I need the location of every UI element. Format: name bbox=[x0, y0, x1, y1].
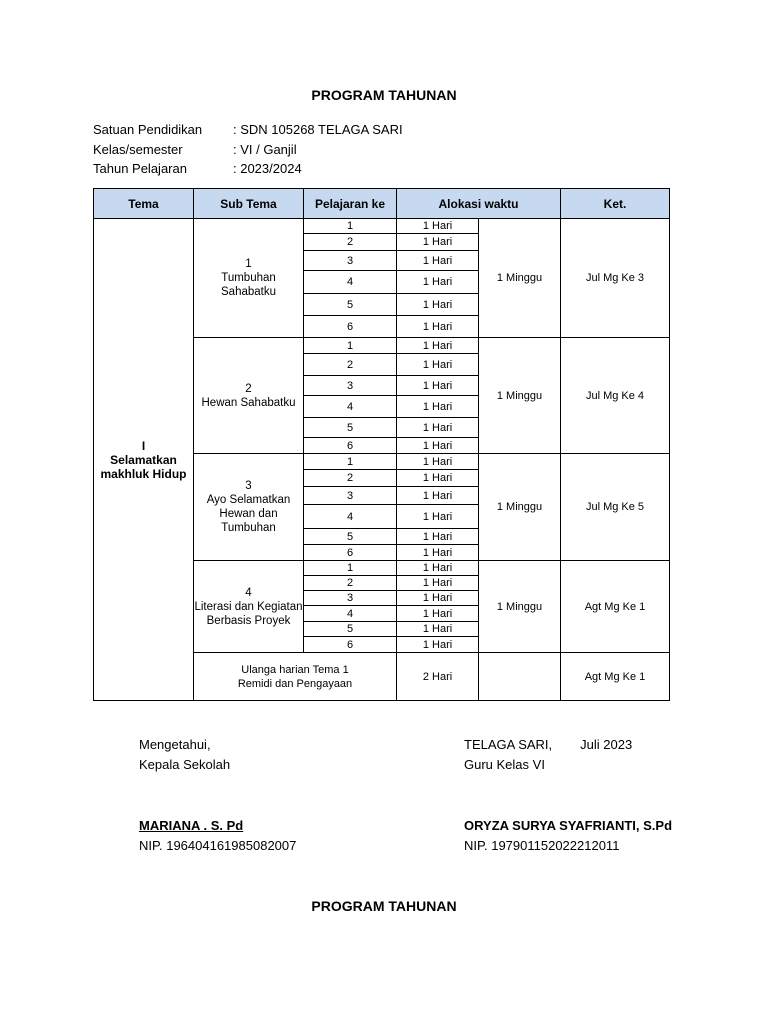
lesson-number: 3 bbox=[304, 251, 397, 271]
lesson-day: 1 Hari bbox=[397, 316, 479, 338]
info-row-satuan bbox=[93, 120, 403, 140]
document-info bbox=[93, 120, 403, 179]
lesson-number: 5 bbox=[304, 529, 397, 545]
lesson-number: 6 bbox=[304, 438, 397, 454]
lesson-day: 1 Hari bbox=[397, 396, 479, 418]
alokasi-cell: 1 Minggu bbox=[479, 338, 561, 454]
lesson-day: 1 Hari bbox=[397, 622, 479, 637]
sig-place-date bbox=[464, 735, 632, 755]
lesson-number: 6 bbox=[304, 316, 397, 338]
ket-cell: Agt Mg Ke 1 bbox=[561, 561, 670, 653]
info-value: : VI / Ganjil bbox=[233, 141, 297, 157]
lesson-number: 5 bbox=[304, 294, 397, 316]
lesson-number: 4 bbox=[304, 271, 397, 294]
ket-cell: Jul Mg Ke 5 bbox=[561, 454, 670, 561]
subtema-name: Hewan Sahabatku bbox=[201, 396, 296, 409]
lesson-day: 1 Hari bbox=[397, 454, 479, 470]
ulangan-alokasi: 2 Hari bbox=[397, 653, 479, 701]
table-header-row bbox=[94, 189, 670, 219]
sig-nip-kepala: NIP. 196404161985082007 bbox=[139, 837, 297, 853]
info-row-tahun bbox=[93, 159, 403, 179]
info-label: Satuan Pendidikan bbox=[93, 122, 203, 137]
lesson-number: 1 bbox=[304, 454, 397, 470]
alokasi-cell: 1 Minggu bbox=[479, 219, 561, 338]
lesson-day: 1 Hari bbox=[397, 338, 479, 354]
sig-date: Juli 2023 bbox=[580, 737, 633, 752]
lesson-day: 1 Hari bbox=[397, 606, 479, 622]
lesson-number: 2 bbox=[304, 354, 397, 376]
subtema-name: Tumbuhan Sahabatku bbox=[221, 272, 276, 298]
page-title-next: PROGRAM TAHUNAN bbox=[311, 898, 457, 914]
sig-place: TELAGA SARI, bbox=[464, 737, 553, 752]
lesson-number: 2 bbox=[304, 234, 397, 251]
lesson-number: 3 bbox=[304, 487, 397, 505]
lesson-number: 6 bbox=[304, 545, 397, 561]
ulangan-ket: Agt Mg Ke 1 bbox=[561, 653, 670, 701]
sig-name-kepala: MARIANA . S. Pd bbox=[139, 818, 244, 833]
lesson-number: 6 bbox=[304, 637, 397, 653]
sig-kepala-sekolah: Kepala Sekolah bbox=[139, 756, 231, 772]
lesson-day: 1 Hari bbox=[397, 438, 479, 454]
sig-name-guru: ORYZA SURYA SYAFRIANTI, S.Pd bbox=[464, 818, 673, 833]
alokasi-cell: 1 Minggu bbox=[479, 561, 561, 653]
header-alokasi-waktu: Alokasi waktu bbox=[397, 189, 561, 219]
ket-cell: Jul Mg Ke 4 bbox=[561, 338, 670, 454]
info-label: Tahun Pelajaran bbox=[93, 161, 187, 176]
lesson-day: 1 Hari bbox=[397, 591, 479, 606]
lesson-day: 1 Hari bbox=[397, 376, 479, 396]
subtema-name: Literasi dan Kegiatan Berbasis Proyek bbox=[194, 600, 303, 627]
subtema-cell bbox=[194, 454, 304, 561]
subtema-number: 4 bbox=[245, 586, 252, 599]
subtema-cell bbox=[194, 219, 304, 338]
header-tema: Tema bbox=[94, 189, 194, 219]
tema-cell bbox=[94, 219, 194, 701]
page-title: PROGRAM TAHUNAN bbox=[311, 87, 457, 103]
sig-nip-guru: NIP. 197901152022212011 bbox=[464, 837, 620, 853]
lesson-number: 5 bbox=[304, 418, 397, 438]
lesson-day: 1 Hari bbox=[397, 487, 479, 505]
signature-right-header bbox=[464, 735, 632, 774]
subtema-number: 3 bbox=[245, 480, 252, 492]
lesson-day: 1 Hari bbox=[397, 219, 479, 234]
header-pelajaran-ke: Pelajaran ke bbox=[304, 189, 397, 219]
lesson-day: 1 Hari bbox=[397, 561, 479, 576]
program-table bbox=[93, 188, 670, 701]
lesson-day: 1 Hari bbox=[397, 576, 479, 591]
lesson-number: 2 bbox=[304, 470, 397, 487]
subtema-number: 1 bbox=[245, 258, 252, 270]
ulangan-line1: Ulanga harian Tema 1 bbox=[241, 663, 349, 676]
lesson-day: 1 Hari bbox=[397, 505, 479, 529]
lesson-number: 3 bbox=[304, 591, 397, 606]
ket-cell: Jul Mg Ke 3 bbox=[561, 219, 670, 338]
signature-left-name bbox=[139, 816, 296, 855]
sig-mengetahui: Mengetahui, bbox=[139, 737, 211, 752]
ulangan-line2: Remidi dan Pengayaan bbox=[237, 677, 353, 690]
lesson-number: 4 bbox=[304, 396, 397, 418]
ulangan-cell bbox=[194, 653, 397, 701]
header-ket: Ket. bbox=[561, 189, 670, 219]
subtema-cell bbox=[194, 338, 304, 454]
lesson-day: 1 Hari bbox=[397, 545, 479, 561]
tema-name: Selamatkan makhluk Hidup bbox=[100, 452, 187, 481]
lesson-number: 1 bbox=[304, 219, 397, 234]
subtema-cell bbox=[194, 561, 304, 653]
info-row-kelas bbox=[93, 140, 403, 160]
lesson-day: 1 Hari bbox=[397, 418, 479, 438]
info-value: : 2023/2024 bbox=[233, 161, 302, 176]
lesson-day: 1 Hari bbox=[397, 251, 479, 271]
lesson-day: 1 Hari bbox=[397, 354, 479, 376]
info-label: Kelas/semester bbox=[93, 141, 183, 157]
lesson-number: 4 bbox=[304, 606, 397, 622]
subtema-number: 2 bbox=[245, 382, 252, 395]
lesson-number: 3 bbox=[304, 376, 397, 396]
lesson-day: 1 Hari bbox=[397, 234, 479, 251]
lesson-day: 1 Hari bbox=[397, 637, 479, 653]
ulangan-empty bbox=[479, 653, 561, 701]
lesson-number: 2 bbox=[304, 576, 397, 591]
lesson-day: 1 Hari bbox=[397, 470, 479, 487]
subtema-name: Ayo Selamatkan Hewan dan Tumbuhan bbox=[206, 494, 291, 534]
lesson-day: 1 Hari bbox=[397, 529, 479, 545]
info-value: : SDN 105268 TELAGA SARI bbox=[233, 122, 403, 137]
lesson-day: 1 Hari bbox=[397, 271, 479, 294]
lesson-number: 1 bbox=[304, 561, 397, 576]
alokasi-cell: 1 Minggu bbox=[479, 454, 561, 561]
tema-number: I bbox=[141, 438, 146, 453]
lesson-number: 5 bbox=[304, 622, 397, 637]
header-sub-tema: Sub Tema bbox=[194, 189, 304, 219]
sig-guru-kelas: Guru Kelas VI bbox=[464, 756, 545, 772]
signature-left-header bbox=[139, 735, 230, 774]
lesson-number: 4 bbox=[304, 505, 397, 529]
signature-right-name bbox=[464, 816, 672, 855]
table-row bbox=[94, 219, 670, 234]
lesson-day: 1 Hari bbox=[397, 294, 479, 316]
lesson-number: 1 bbox=[304, 338, 397, 354]
